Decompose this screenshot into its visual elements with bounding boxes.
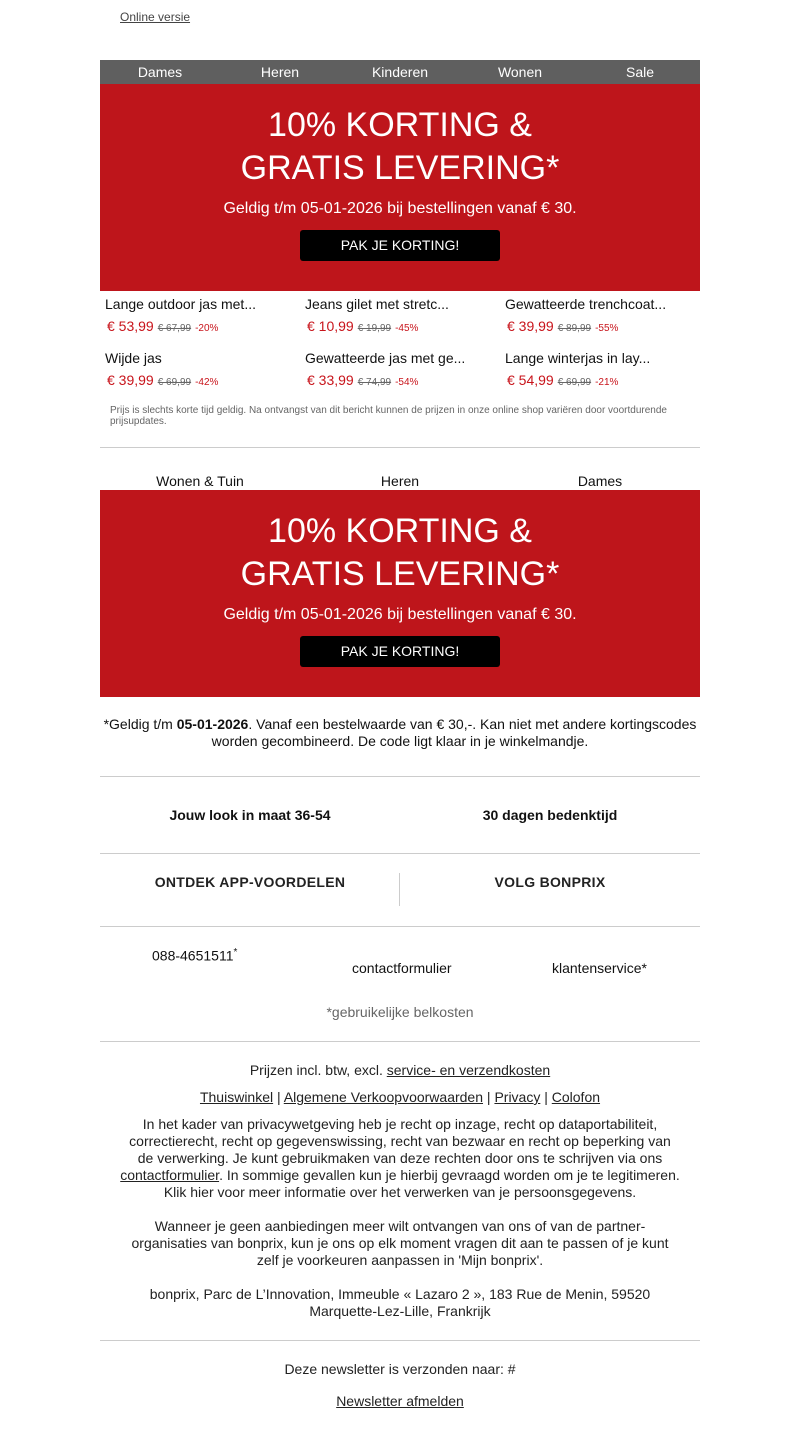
optout-text: Wanneer je geen aanbiedingen meer wilt ontvangen van ons of van de partner-organisaties van bonprix, kun je ons op elk moment vragen dit aan te passen of je kunt zelf je voorkeuren aanpassen in 'Mijn bonprix'. <box>131 1218 669 1268</box>
product-discount: -55% <box>595 323 619 334</box>
promo-banner[interactable] <box>100 490 700 697</box>
product-title: Gewatteerde jas met ge... <box>305 350 466 366</box>
divider <box>100 1340 700 1341</box>
nav-heren[interactable]: Heren <box>260 64 300 80</box>
secondary-nav <box>100 473 700 489</box>
product-price: € 39,99 <box>107 372 154 388</box>
product-card[interactable] <box>505 296 695 336</box>
privacy-more-info-link[interactable]: hier <box>190 1184 214 1200</box>
product-discount: -42% <box>195 377 219 388</box>
nav-sale[interactable]: Sale <box>625 64 655 80</box>
thuiswinkel-link[interactable]: Thuiswinkel <box>199 1089 274 1105</box>
top-nav <box>100 60 700 84</box>
terms-text: *Geldig t/m 05-01-2026. Vanaf een bestelwaarde van € 30,-. Kan niet met andere kortingscodes worden gecombineerd. De code ligt klaar in je winkelmandje. <box>103 716 697 749</box>
promo-headline-1: 10% KORTING & <box>268 512 532 550</box>
shipping-costs-link[interactable]: service- en verzendkosten <box>386 1062 551 1078</box>
product-old-price: € 89,99 <box>557 323 592 334</box>
company-address: bonprix, Parc de L’Innovation, Immeuble « Lazaro 2 », 183 Rue de Menin, 59520 Marquette-Lez-Lille, Frankrijk <box>149 1286 651 1319</box>
product-old-price: € 69,99 <box>157 377 192 388</box>
nav-heren[interactable]: Heren <box>380 473 420 489</box>
nav-dames[interactable]: Dames <box>577 473 623 489</box>
product-price: € 39,99 <box>507 318 554 334</box>
product-discount: -20% <box>195 323 219 334</box>
promo-headline-2: GRATIS LEVERING* <box>240 149 560 187</box>
promo-headline-1: 10% KORTING & <box>268 106 532 144</box>
app-benefits-link[interactable]: ONTDEK APP-VOORDELEN <box>154 874 346 890</box>
product-title: Lange outdoor jas met... <box>105 296 256 312</box>
online-version-link[interactable]: Online versie <box>120 10 191 24</box>
promo-cta-button[interactable]: PAK JE KORTING! <box>300 636 500 667</box>
customer-service-link[interactable]: klantenservice* <box>552 960 647 976</box>
phone-number[interactable]: 088-4651511* <box>152 947 238 964</box>
usp-sizes: Jouw look in maat 36-54 <box>169 807 331 823</box>
nav-wonen-tuin[interactable]: Wonen & Tuin <box>156 473 244 489</box>
contact-form-link[interactable]: contactformulier <box>352 960 452 976</box>
unsubscribe-link[interactable]: Newsletter afmelden <box>336 1393 464 1409</box>
product-old-price: € 19,99 <box>357 323 392 334</box>
promo-subtitle: Geldig t/m 05-01-2026 bij bestellingen vanaf € 30. <box>223 200 577 217</box>
product-price: € 53,99 <box>107 318 154 334</box>
product-card[interactable] <box>105 296 295 336</box>
nav-kinderen[interactable]: Kinderen <box>371 64 429 80</box>
product-card[interactable] <box>105 350 295 390</box>
promo-banner[interactable] <box>100 84 700 291</box>
product-price: € 33,99 <box>307 372 354 388</box>
usp-return-period: 30 dagen bedenktijd <box>482 807 618 823</box>
terms-conditions-link[interactable]: Algemene Verkoopvoorwaarden <box>283 1089 484 1105</box>
product-title: Jeans gilet met stretc... <box>305 296 449 312</box>
terms-date: 05-01-2026 <box>176 716 249 732</box>
follow-bonprix-link[interactable]: VOLG BONPRIX <box>494 874 606 890</box>
price-disclaimer: Prijs is slechts korte tijd geldig. Na ontvangst van dit bericht kunnen de prijzen in onze online shop variëren door voortdurende prijsupdates. <box>110 405 667 427</box>
product-card[interactable] <box>305 350 495 390</box>
privacy-contact-form-link[interactable]: contactformulier <box>120 1167 220 1183</box>
prices-note: Prijzen incl. btw, excl. service- en verzendkosten <box>249 1062 551 1078</box>
divider <box>100 1041 700 1042</box>
promo-headline-2: GRATIS LEVERING* <box>240 555 560 593</box>
product-price: € 10,99 <box>307 318 354 334</box>
product-old-price: € 69,99 <box>557 377 592 388</box>
product-old-price: € 67,99 <box>157 323 192 334</box>
product-discount: -45% <box>395 323 419 334</box>
unsubscribe-wrapper <box>100 1393 700 1410</box>
product-title: Lange winterjas in lay... <box>505 350 651 366</box>
divider <box>100 447 700 448</box>
privacy-text: In het kader van privacywetgeving heb je recht op inzage, recht op dataportabiliteit, correctierecht, recht op gegevenswissing, recht van bezwaar en recht op beperking van de verwerking. Je kunt gebruikmaken van deze rechten door ons te schrijven via ons contactformulier. In sommige gevallen kun je hierbij gevraagd worden om je te legitimeren. Klik hier voor meer informatie over het verwerken van je persoonsgegevens. <box>120 1116 680 1200</box>
nav-dames[interactable]: Dames <box>137 64 183 80</box>
product-title: Wijde jas <box>105 350 162 366</box>
footer-links: Thuiswinkel | Algemene Verkoopvoorwaarden | Privacy | Colofon <box>199 1089 601 1105</box>
promo-subtitle: Geldig t/m 05-01-2026 bij bestellingen vanaf € 30. <box>223 606 577 623</box>
promo-cta-button[interactable]: PAK JE KORTING! <box>300 230 500 261</box>
product-old-price: € 74,99 <box>357 377 392 388</box>
divider <box>100 776 700 777</box>
product-price: € 54,99 <box>507 372 554 388</box>
divider <box>100 853 700 854</box>
privacy-link[interactable]: Privacy <box>494 1089 541 1105</box>
product-discount: -21% <box>595 377 619 388</box>
product-card[interactable] <box>505 350 695 390</box>
product-card[interactable] <box>305 296 495 336</box>
call-cost-note: *gebruikelijke belkosten <box>326 1004 474 1020</box>
colofon-link[interactable]: Colofon <box>551 1089 601 1105</box>
nav-wonen[interactable]: Wonen <box>497 64 543 80</box>
divider <box>100 926 700 927</box>
sent-to-text: Deze newsletter is verzonden naar: # <box>284 1361 516 1377</box>
product-discount: -54% <box>395 377 419 388</box>
product-title: Gewatteerde trenchcoat... <box>505 296 667 312</box>
